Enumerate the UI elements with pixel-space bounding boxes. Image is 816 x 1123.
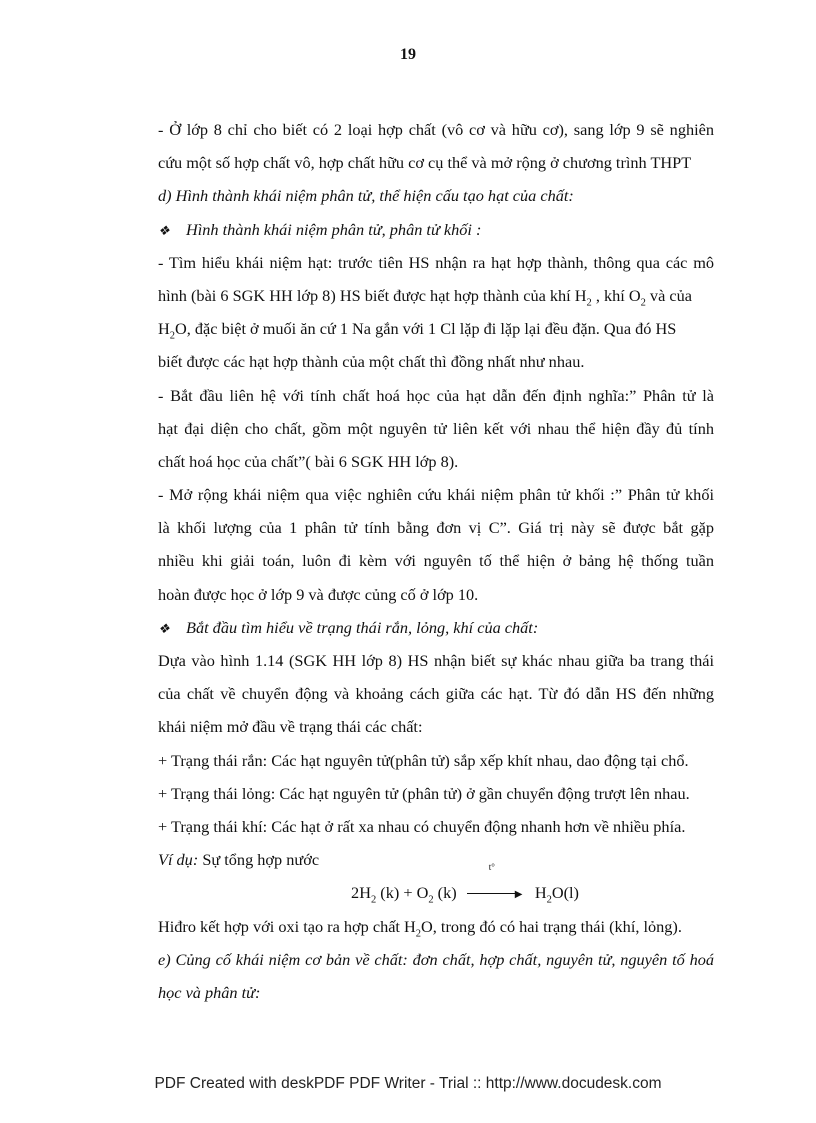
eq-term: O(l) [551,883,579,903]
bullet-heading-text: Hình thành khái niệm phân tử, phân tử khối : [186,219,482,239]
paragraph-line: + Trạng thái khí: Các hạt ở rất xa nhau có chuyển động nhanh hơn về nhiều phía. [158,816,686,836]
bullet-heading [158,611,714,644]
text-span: Sự tổng hợp nước [198,850,320,870]
text-span: và của [645,285,692,305]
diamond-bullet-icon: ❖ [158,620,170,636]
text-span: O, đặc biệt ở muối ăn cứ 1 Na gắn với 1 Cl lặp đi lặp lại đều đặn. Qua đó HS [175,319,677,339]
section-heading-e: e) Củng cố khái niệm cơ bản về chất: đơn chất, hợp chất, nguyên tử, nguyên tố hoá [158,949,714,969]
pdf-footer-watermark: PDF Created with deskPDF PDF Writer - Trial :: http://www.docudesk.com [154,1075,662,1092]
text-span: , khí O [591,285,641,305]
subscript: 2 [169,330,176,342]
paragraph-line [158,312,714,345]
paragraph-line: là khối lượng của 1 phân tử tính bằng đơn vị C”. Giá trị này sẽ được bắt gặp [158,518,714,538]
subscript: 2 [428,894,434,906]
paragraph-line: - Mở rộng khái niệm qua việc nghiên cứu khái niệm phân tử khối :” Phân tử khối [158,485,714,505]
subscript: 2 [546,894,552,906]
text-span: hình (bài 6 SGK HH lớp 8) HS biết được hạt hợp thành của khí H [158,285,587,305]
subscript: 2 [415,927,422,939]
paragraph-line: biết được các hạt hợp thành của một chất thì đồng nhất như nhau. [158,352,585,372]
example-label: Ví dụ: [158,850,199,870]
paragraph-line: hạt đại diện cho chất, gồm một nguyên tử liên kết với nhau thể hiện đầy đủ tính [158,418,714,438]
paragraph-line: chất hoá học của chất”( bài 6 SGK HH lớp 8). [158,451,459,471]
bullet-heading-text: Bắt đầu tìm hiểu về trạng thái rắn, lỏng, khí của chất: [186,617,539,637]
subscript: 2 [370,894,377,906]
paragraph-line: + Trạng thái rắn: Các hạt nguyên tử(phân tử) sắp xếp khít nhau, dao động tại chổ. [158,750,689,770]
section-heading-d: d) Hình thành khái niệm phân tử, thể hiện cấu tạo hạt của chất: [158,186,574,206]
bullet-heading [158,213,714,246]
chemical-equation [158,862,714,909]
eq-term: H [534,883,547,903]
paragraph-line: của chất về chuyển động và khoảng cách giữa các hạt. Từ đó dẫn HS đến những [158,684,714,704]
paragraph-line: - Bắt đầu liên hệ với tính chất hoá học của hạt dẫn đến định nghĩa:” Phân tử là [158,385,714,405]
paragraph-line [158,279,714,312]
section-heading-e-cont: học và phân tử: [158,982,261,1002]
paragraph-line: nhiều khi giải toán, luôn đi kèm với nguyên tố thể hiện ở bảng hệ thống tuần [158,551,714,571]
text-span: O, trong đó có hai trạng thái (khí, lỏng). [421,916,682,936]
eq-term: (k) [433,883,457,903]
reaction-arrow-icon: t° ▶ [467,876,525,912]
paragraph-line: + Trạng thái lỏng: Các hạt nguyên tử (phân tử) ở gần chuyển động trượt lên nhau. [158,783,690,803]
paragraph-line: - Tìm hiểu khái niệm hạt: trước tiên HS nhận ra hạt hợp thành, thông qua các mô [158,252,714,272]
eq-term: (k) + O [376,883,429,903]
subscript: 2 [586,297,592,309]
paragraph-line: Dựa vào hình 1.14 (SGK HH lớp 8) HS nhận biết sự khác nhau giữa ba trang thái [158,651,714,670]
page-body [158,113,714,1009]
paragraph-line: khái niệm mở đầu về trạng thái các chất: [158,717,423,737]
example-line [158,843,714,876]
paragraph-line [158,910,714,943]
eq-term: 2H [351,883,371,903]
text-span: Hiđro kết hợp với oxi tạo ra hợp chất H [158,916,416,936]
diamond-bullet-icon: ❖ [158,222,170,238]
paragraph-line: - Ở lớp 8 chỉ cho biết có 2 loại hợp chất (vô cơ và hữu cơ), sang lớp 9 sẽ nghiên [158,120,714,139]
reaction-condition: t° [488,862,495,873]
page-number: 19 [400,46,416,63]
subscript: 2 [640,297,646,309]
paragraph-line: cứu một số hợp chất vô, hợp chất hữu cơ cụ thể và mở rộng ở chương trình THPT [158,153,692,173]
text-span: H [158,319,170,339]
paragraph-line: hoàn được học ở lớp 9 và được củng cố ở lớp 10. [158,584,479,604]
